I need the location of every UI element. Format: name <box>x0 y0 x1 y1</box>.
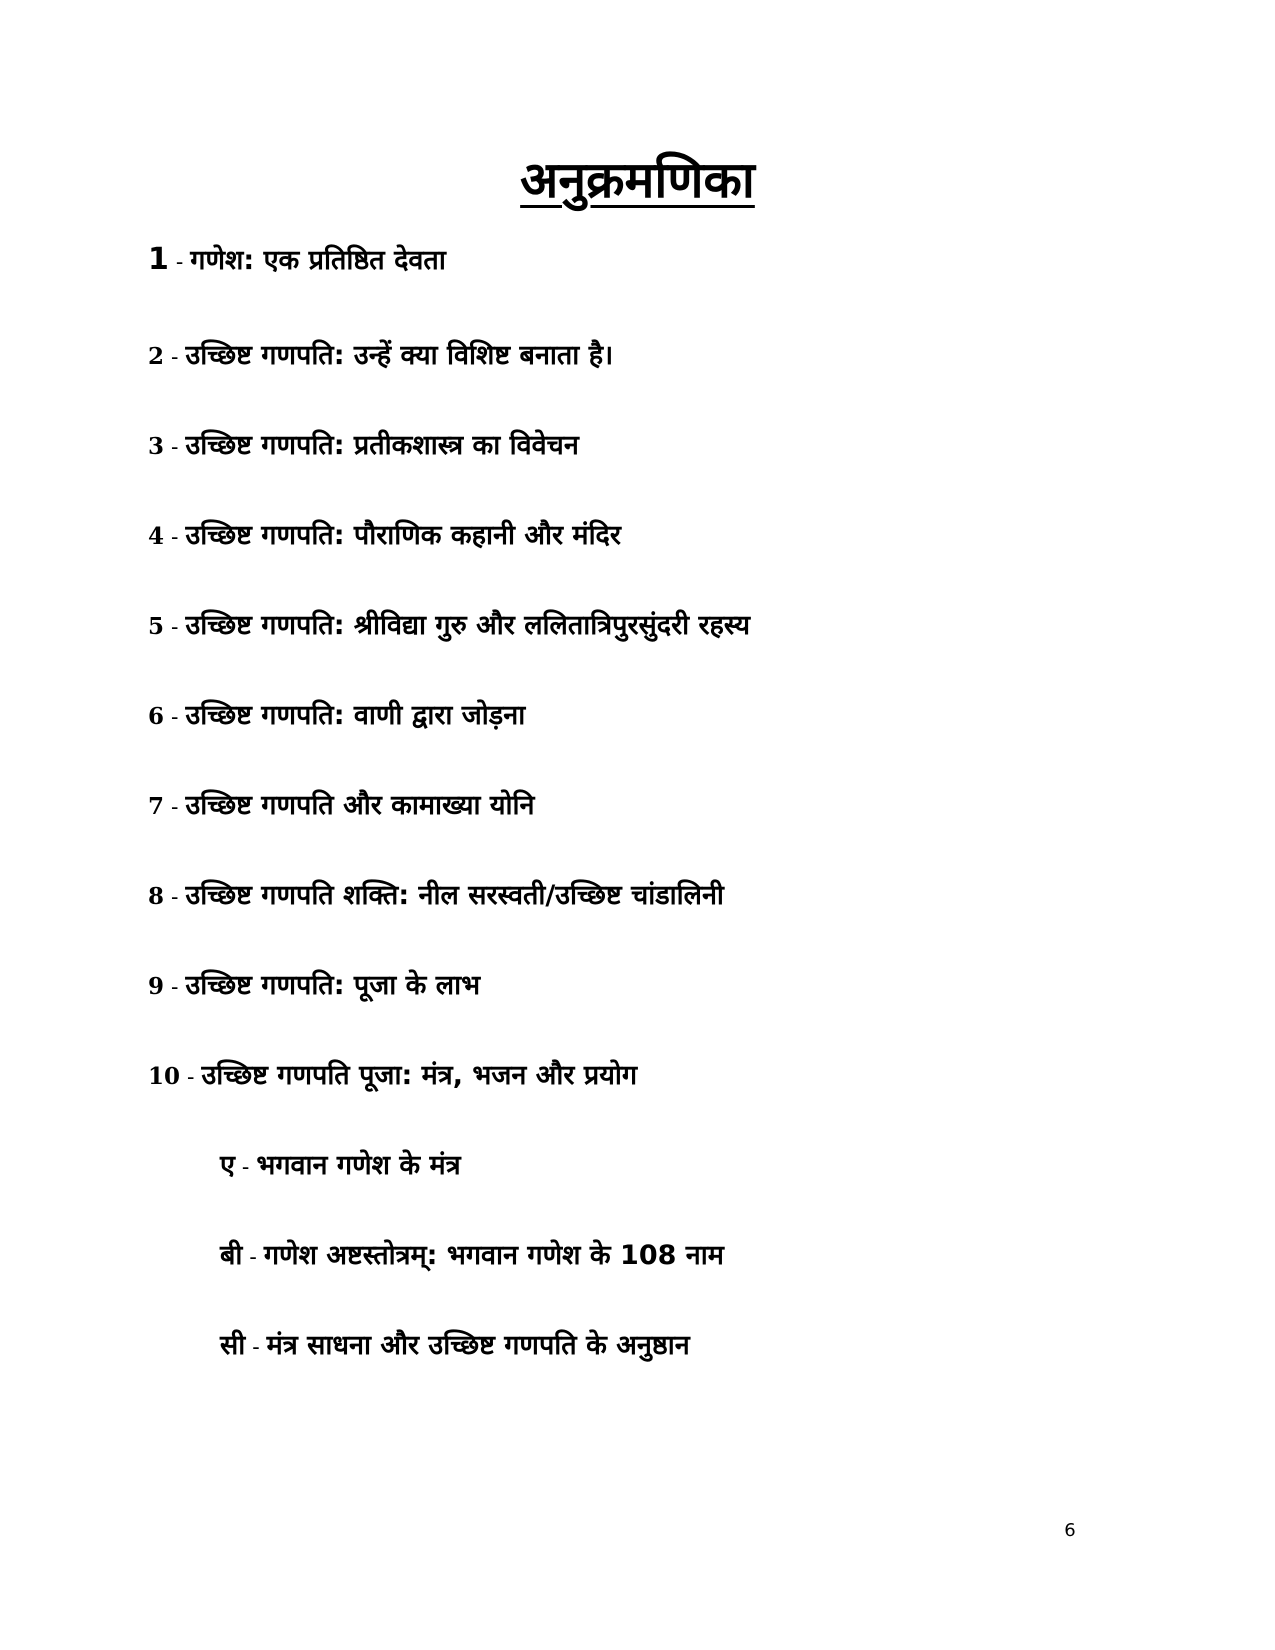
toc-item-number: 2 <box>148 343 165 370</box>
page-number: 6 <box>1064 1520 1076 1541</box>
table-of-contents <box>148 238 1148 1414</box>
toc-item-separator: - <box>164 345 186 370</box>
toc-item-4 <box>148 514 1148 604</box>
page-title-text: अनुक्रमणिका <box>520 151 755 209</box>
toc-item-separator: - <box>234 1155 257 1180</box>
toc-item-2 <box>148 334 1148 424</box>
toc-item-title: उच्छिष्ट गणपति: वाणी द्वारा जोड़ना <box>185 700 526 731</box>
toc-item-number: 9 <box>148 973 165 1000</box>
page-title <box>0 150 1275 210</box>
toc-item-title: उच्छिष्ट गणपति शक्ति: नील सरस्वती/उच्छिष्ट चांडालिनी <box>185 880 724 911</box>
toc-item-8 <box>148 874 1148 964</box>
toc-subitem-a <box>148 1144 1148 1234</box>
toc-subitem-letter: बी <box>220 1240 243 1271</box>
toc-subitem-letter: ए <box>220 1150 235 1181</box>
toc-item-title: उच्छिष्ट गणपति और कामाख्या योनि <box>185 790 535 821</box>
toc-item-number: 6 <box>148 703 165 730</box>
toc-item-separator: - <box>164 435 186 460</box>
toc-subitem-title: मंत्र साधना और उच्छिष्ट गणपति के अनुष्ठान <box>266 1330 690 1361</box>
toc-item-3 <box>148 424 1148 514</box>
toc-item-separator: - <box>164 975 186 1000</box>
toc-subitem-title: गणेश अष्टस्तोत्रम्: भगवान गणेश के 108 नाम <box>263 1240 724 1271</box>
toc-item-separator: - <box>164 795 186 820</box>
toc-item-separator: - <box>164 525 186 550</box>
toc-item-title: उच्छिष्ट गणपति पूजा: मंत्र, भजन और प्रयोग <box>201 1060 638 1091</box>
toc-item-title: गणेश: एक प्रतिष्ठित देवता <box>190 245 446 276</box>
toc-item-number: 3 <box>148 433 165 460</box>
toc-item-number: 4 <box>148 523 165 550</box>
toc-item-title: उच्छिष्ट गणपति: पूजा के लाभ <box>185 970 481 1001</box>
toc-item-10 <box>148 1054 1148 1144</box>
toc-subitem-title: भगवान गणेश के मंत्र <box>256 1150 461 1181</box>
toc-subitem-letter: सी <box>220 1330 246 1361</box>
toc-item-separator: - <box>164 615 186 640</box>
toc-item-separator: - <box>245 1335 267 1360</box>
toc-item-separator: - <box>164 885 186 910</box>
toc-item-title: उच्छिष्ट गणपति: श्रीविद्या गुरु और ललितात्रिपुरसुंदरी रहस्य <box>185 610 751 641</box>
toc-item-separator: - <box>164 705 186 730</box>
toc-item-title: उच्छिष्ट गणपति: उन्हें क्या विशिष्ट बनाता है। <box>185 340 614 371</box>
toc-item-number: 10 <box>148 1063 181 1090</box>
toc-item-separator: - <box>168 250 191 275</box>
toc-item-separator: - <box>180 1065 202 1090</box>
toc-item-9 <box>148 964 1148 1054</box>
toc-item-title: उच्छिष्ट गणपति: प्रतीकशास्त्र का विवेचन <box>185 430 579 461</box>
toc-item-number: 1 <box>148 242 169 277</box>
toc-item-1 <box>148 238 1148 334</box>
toc-item-5 <box>148 604 1148 694</box>
toc-item-number: 7 <box>148 793 165 820</box>
toc-subitem-c <box>148 1324 1148 1414</box>
toc-item-title: उच्छिष्ट गणपति: पौराणिक कहानी और मंदिर <box>185 520 621 551</box>
toc-item-6 <box>148 694 1148 784</box>
toc-item-number: 8 <box>148 883 165 910</box>
toc-item-7 <box>148 784 1148 874</box>
toc-item-separator: - <box>242 1245 264 1270</box>
toc-item-number: 5 <box>148 613 165 640</box>
toc-subitem-b <box>148 1234 1148 1324</box>
